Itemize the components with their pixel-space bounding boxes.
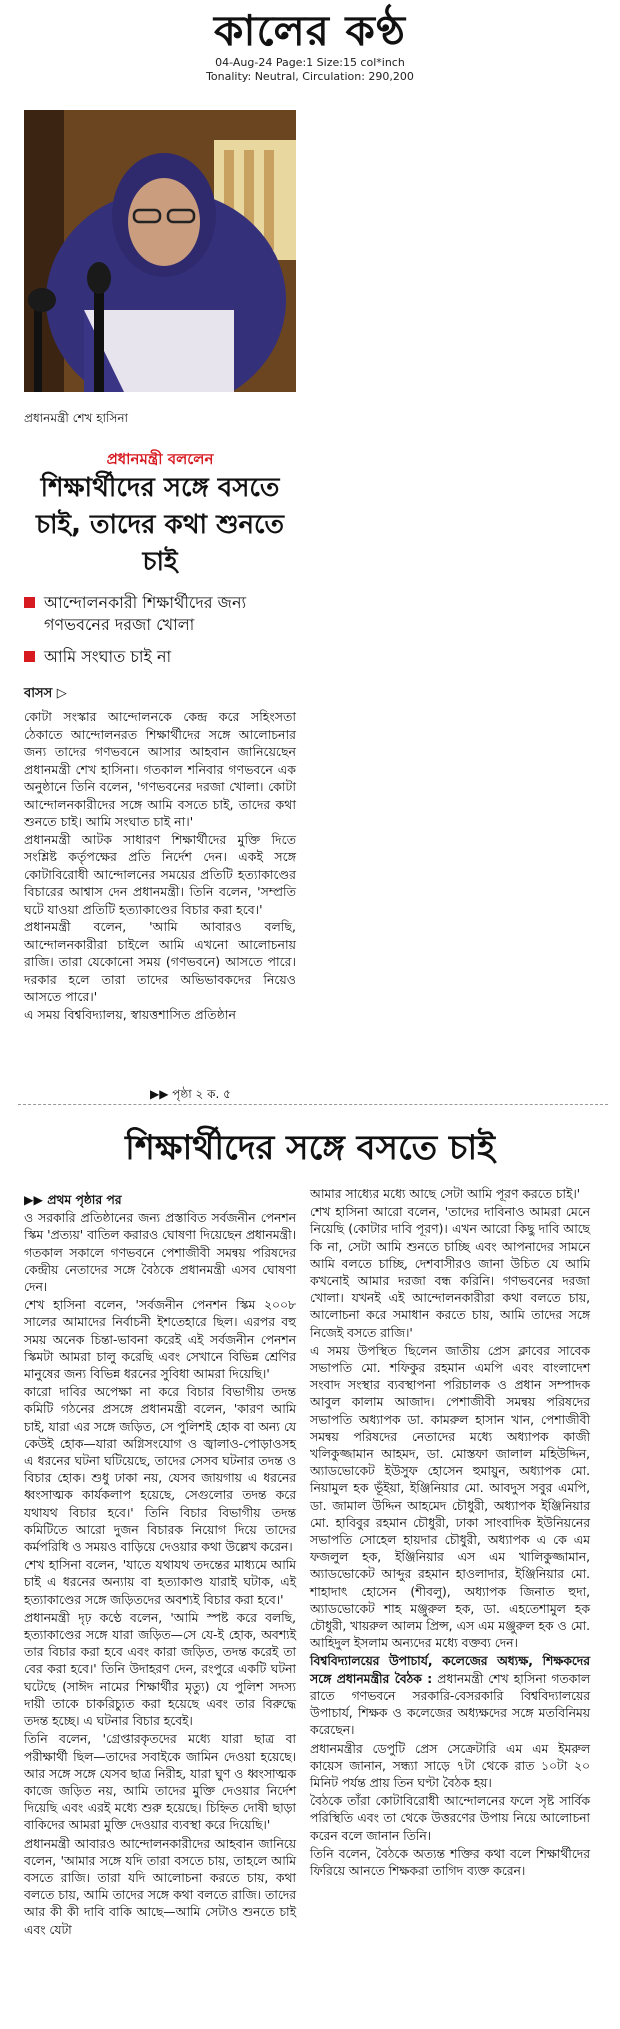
subhead-paragraph bbox=[310, 1653, 590, 1739]
highlight-bullet bbox=[24, 592, 314, 636]
news-source: বাসস ▷ bbox=[24, 686, 67, 701]
paragraph: শেখ হাসিনা আরো বলেন, 'তাদের দাবিনাও আমরা মেনে নিয়েছি (কোটার দাবি পূরণ)। এখন আরো কিছু দাবি আছে কি না, সেটা আমি শুনতে চাচ্ছি এবং আপনাদের সামনে আমি বলতে চাচ্ছি, দেশবাসীরও জানা উচিত যে আমি কখনোই আমার দরজা বন্ধ করিনি। গণভবনের দরজা খোলা। যখনই এই আন্দোলনকারীরা কথা বলতে চায়, আলোচনা করে সমাধান করতে চায়, আমি তাদের সঙ্গে নিজেই বসতে রাজি।' bbox=[310, 1205, 590, 1340]
continued-on-note: ▶▶ পৃষ্ঠা ২ ক. ৫ bbox=[150, 1087, 231, 1101]
masthead bbox=[0, 6, 620, 84]
newspaper-name: কালের কণ্ঠ bbox=[214, 6, 406, 55]
lead-headline: শিক্ষার্থীদের সঙ্গে বসতে চাই, তাদের কথা শুনতে চাই bbox=[35, 473, 284, 577]
square-bullet-icon bbox=[24, 597, 35, 608]
subhead: বিশ্ববিদ্যালয়ের উপাচার্য, কলেজের অধ্যক্ষ, শিক্ষকদের সঙ্গে প্রধানমন্ত্রীর বৈঠক : bbox=[310, 1654, 590, 1686]
jump-column-left bbox=[24, 1192, 296, 1940]
highlight-bullet bbox=[24, 646, 314, 668]
paragraph: আমার সাধ্যের মধ্যে আছে সেটা আমি পূরণ করতে চাই।' bbox=[310, 1187, 581, 1201]
paragraph: তিনি বলেন, 'গ্রেপ্তারকৃতদের মধ্যে যারা ছাত্র বা পরীক্ষার্থী ছিল—তাদের সবাইকে জামিন দেওয়া হয়েছে। আর সঙ্গে সঙ্গে যেসব ছাত্র নিরীহ, যারা ঘুণ ও ধ্বংসাত্মক কাজে জড়িত নয়, আমি তাদের মুক্তি দেওয়ার নির্দেশ দিয়েছি এবং এরই মধ্যে শুরু হয়েছে। চিহ্নিত দোষী ছাড়া বাকিদের আমরা মুক্তি দেওয়ার ব্যবস্থা করে দিয়েছি।' bbox=[24, 1732, 296, 1833]
highlight-bullets bbox=[24, 592, 314, 678]
portrait-photo-icon bbox=[24, 110, 296, 392]
paragraph: এ সময় উপস্থিত ছিলেন জাতীয় প্রেস ক্লাবের সাবেক সভাপতি মো. শফিকুর রহমান এমপি এবং বাংলাদেশ সংবাদ সংস্থার ব্যবস্থাপনা পরিচালক ও প্রধান সম্পাদক আবুল কালাম আজাদ। পেশাজীবী সমন্বয় পরিষদের সভাপতি অধ্যাপক ডা. কামরুল হাসান খান, পেশাজীবী সমন্বয় পরিষদের নেতাদের মধ্যে অধ্যাপক কাজী খলিকুজ্জামান আহমদ, ডা. মোস্তফা জালাল মহিউদ্দিন, অ্যাডভোকেট ইউসুফ হোসেন হুমায়ুন, অধ্যাপক মো. নিয়ামুল হক ভূঁইয়া, ইঞ্জিনিয়ার মো. আবদুস সবুর এমপি, ডা. জামাল উদ্দিন আহমেদ চৌধুরী, অধ্যাপক ইঞ্জিনিয়ার মো. হাবিবুর রহমান চৌধুরী, ঢাকা সাংবাদিক ইউনিয়নের সভাপতি সোহেল হায়দার চৌধুরী, অধ্যাপক এ কে এম ফজলুল হক, ইঞ্জিনিয়ার এস এম খালিকুজ্জামান, অ্যাডভোকেট আব্দুর রহমান হাওলাদার, ইঞ্জিনিয়ার মো. শাহাদাৎ হোসেন (শীবলু), অধ্যাপক জিনাত হুদা, অ্যাডভোকেট শাহ মঞ্জুরুল হক, ডা. এহতেশামুল হক চৌধুরী, খায়রুল আলম প্রিন্স, এস এম মঞ্জুরুল হক ও মো. আহিদুল ইসলাম অন্যদের মধ্যে বক্তব্য দেন। bbox=[310, 1343, 590, 1651]
paragraph: শেখ হাসিনা বলেন, 'সর্বজনীন পেনশন স্কিম ২০০৮ সালের আমাদের নির্বাচনী ইশতেহারে ছিল। এরপর বহু সময় অনেক চিন্তা-ভাবনা করেই এই সর্বজনীন পেনশন স্কিমটা আমরা চালু করেছি এবং সেখানে বিভিন্ন শ্রেণির মানুষের জন্য বিভিন্ন ধরনের সুবিধা আমরা দিয়েছি।' bbox=[24, 1298, 296, 1382]
paragraph: এ সময় বিশ্ববিদ্যালয়, স্বায়ত্তশাসিত প্রতিষ্ঠান bbox=[24, 1006, 236, 1022]
paragraph: প্রধানমন্ত্রী আটক সাধারণ শিক্ষার্থীদের মুক্তি দিতে সংশ্লিষ্ট কর্তৃপক্ষের প্রতি নির্দেশ দেন। একই সঙ্গে কোটাবিরোধী আন্দোলনের সময়ের প্রতিটি হত্যাকাণ্ডের বিচারের আশ্বাস দেন প্রধানমন্ত্রী। তিনি বলেন, 'সম্প্রতি ঘটে যাওয়া প্রতিটি হত্যাকাণ্ডের বিচার করা হবে।' bbox=[24, 831, 296, 917]
from-previous-note: ▶▶ প্রথম পৃষ্ঠার পর bbox=[24, 1193, 122, 1207]
clip-date-line: 04-Aug-24 Page:1 Size:15 col*inch bbox=[215, 56, 405, 69]
square-bullet-icon bbox=[24, 651, 35, 662]
paragraph: প্রধানমন্ত্রীর ডেপুটি প্রেস সেক্রেটারি এম এম ইমরুল কায়েস জানান, সন্ধ্যা সাড়ে ৭টা থেকে রাত ১০টা ২০ মিনিট পর্যন্ত প্রায় তিন ঘণ্টা বৈঠক হয়। bbox=[310, 1741, 590, 1790]
paragraph: প্রধানমন্ত্রী দৃঢ় কণ্ঠে বলেন, 'আমি স্পষ্ট করে বলছি, হত্যাকাণ্ডের সঙ্গে যারা জড়িত—সে যে-ই হোক, অবশ্যই তার বিচার করা হবে এবং কারা জড়িত, তদন্ত করেই তা বের করা হবে।' তিনি উদাহরণ দেন, রংপুরে একটি ঘটনা ঘটেছে (সাঈদ নামের শিক্ষার্থীর মৃত্যু) যে পুলিশ সদস্য দায়ী তাকে চাকরিচ্যুত করা হয়েছে এবং তার বিরুদ্ধে তদন্ত হচ্ছে। এ ঘটনার বিচার হবেই। bbox=[24, 1610, 296, 1729]
paragraph: প্রধানমন্ত্রী আবারও আন্দোলনকারীদের আহবান জানিয়ে বলেন, 'আমার সঙ্গে যদি তারা বসতে চায়, তাহলে আমি বসতে রাজি। তারা যদি আলোচনা করতে চায়, কথা বলতে চায়, আমি তাদের সঙ্গে কথা বলতে রাজি। তাদের আর কী কী দাবি বাকি আছে—আমি সেটাও শুনতে চাই এবং যেটা bbox=[24, 1836, 296, 1937]
clip-tonality-line: Tonality: Neutral, Circulation: 290,200 bbox=[206, 70, 414, 83]
paragraph: শেখ হাসিনা বলেন, 'যাতে যথাযথ তদন্তের মাধ্যমে আমি চাই এ ধরনের অন্যায় বা হত্যাকাণ্ড যারাই ঘটাক, এই হত্যাকাণ্ডের সঙ্গে জড়িতদের অবশ্যই বিচার করা হবে।' bbox=[24, 1558, 296, 1607]
subhead-text: প্রধানমন্ত্রী শেখ হাসিনা গতকাল রাতে গণভবনে সরকারি-বেসরকারি বিশ্ববিদ্যালয়ের উপাচার্য, শিক্ষক ও কলেজের অধ্যক্ষদের সঙ্গে মতবিনিময় করেছেন। bbox=[310, 1671, 590, 1738]
paragraph: কারো দাবির অপেক্ষা না করে বিচার বিভাগীয় তদন্ত কমিটি গঠনের প্রসঙ্গে প্রধানমন্ত্রী বলেন, 'কারণ আমি চাই, যারা এর সঙ্গে জড়িত, সে পুলিশই হোক বা অন্য যে কেউই হোক—যারা অগ্নিসংযোগ ও জ্বালাও-পোড়াওসহ এ ধরনের ঘটনা ঘটিয়েছে, তাদের সেসব ঘটনার তদন্ত ও বিচার হোক। শুধু ঢাকা নয়, যেসব জায়গায় এ ধরনের ধ্বংসাত্মক কার্যকলাপ হয়েছে, সেগুলোর তদন্ত করে যথাযথ বিচার হবে।' তিনি বিচার বিভাগীয় তদন্ত কমিটিতে আরো দুজন বিচারক নিয়োগ দিয়ে তাদের কর্মপরিধি ও সময়ও বাড়িয়ে দেওয়ার কথা উল্লেখ করেন। bbox=[24, 1385, 296, 1555]
jump-column-right bbox=[310, 1186, 590, 1881]
highlight-text: আন্দোলনকারী শিক্ষার্থীদের জন্য গণভবনের দরজা খোলা bbox=[44, 593, 247, 634]
paragraph: প্রধানমন্ত্রী বলেন, 'আমি আবারও বলছি, আন্দোলনকারীরা চাইলে আমি এখনো আলোচনায় রাজি। তারা যেকোনো সময় (গণভবনে) আসতে পারে। দরকার হলে তারা তাদের অভিভাবকদের নিয়েও আসতে পারে।' bbox=[24, 919, 296, 1004]
highlight-text: আমি সংঘাত চাই না bbox=[44, 647, 172, 666]
paragraph: ও সরকারি প্রতিষ্ঠানের জন্য প্রস্তাবিত সর্বজনীন পেনশন স্কিম 'প্রত্যয়' বাতিল করারও ঘোষণা দিয়েছেন প্রধানমন্ত্রী। গতকাল সকালে গণভবনে পেশাজীবী সমন্বয় পরিষদের কেন্দ্রীয় নেতাদের সঙ্গে বৈঠকে প্রধানমন্ত্রী এসব ঘোষণা দেন। bbox=[24, 1211, 296, 1295]
lead-body bbox=[24, 708, 296, 1023]
paragraph: তিনি বলেন, বৈঠকে অত্যন্ত শক্তির কথা বলে শিক্ষার্থীদের ফিরিয়ে আনতে শিক্ষকরা তাগিদ ব্যক্ত করেন। bbox=[310, 1846, 590, 1878]
jump-headline: শিক্ষার্থীদের সঙ্গে বসতে চাই bbox=[125, 1128, 495, 1168]
paragraph: কোটা সংস্কার আন্দোলনকে কেন্দ্র করে সহিংসতা ঠেকাতে আন্দোলনরত শিক্ষার্থীদের সঙ্গে আলোচনার জন্য তাদের গণভবনে আসার আহবান জানিয়েছেন প্রধানমন্ত্রী শেখ হাসিনা। গতকাল শনিবার গণভবনে এক অনুষ্ঠানে তিনি বলেন, 'গণভবনের দরজা খোলা। কোটা আন্দোলনকারীদের সঙ্গে আমি বসতে চাই, তাদের কথা শুনতে চাই। আমি সংঘাত চাই না।' bbox=[24, 709, 296, 829]
section-divider bbox=[18, 1104, 608, 1105]
photo-caption: প্রধানমন্ত্রী শেখ হাসিনা bbox=[24, 411, 129, 425]
paragraph: বৈঠকে তাঁরা কোটাবিরোধী আন্দোলনের ফলে সৃষ্ট সার্বিক পরিস্থিতি এবং তা থেকে উত্তরণের উপায় নিয়ে আলোচনা করেন বলে জানান তিনি। bbox=[310, 1794, 590, 1843]
kicker: প্রধানমন্ত্রী বললেন bbox=[106, 450, 214, 468]
